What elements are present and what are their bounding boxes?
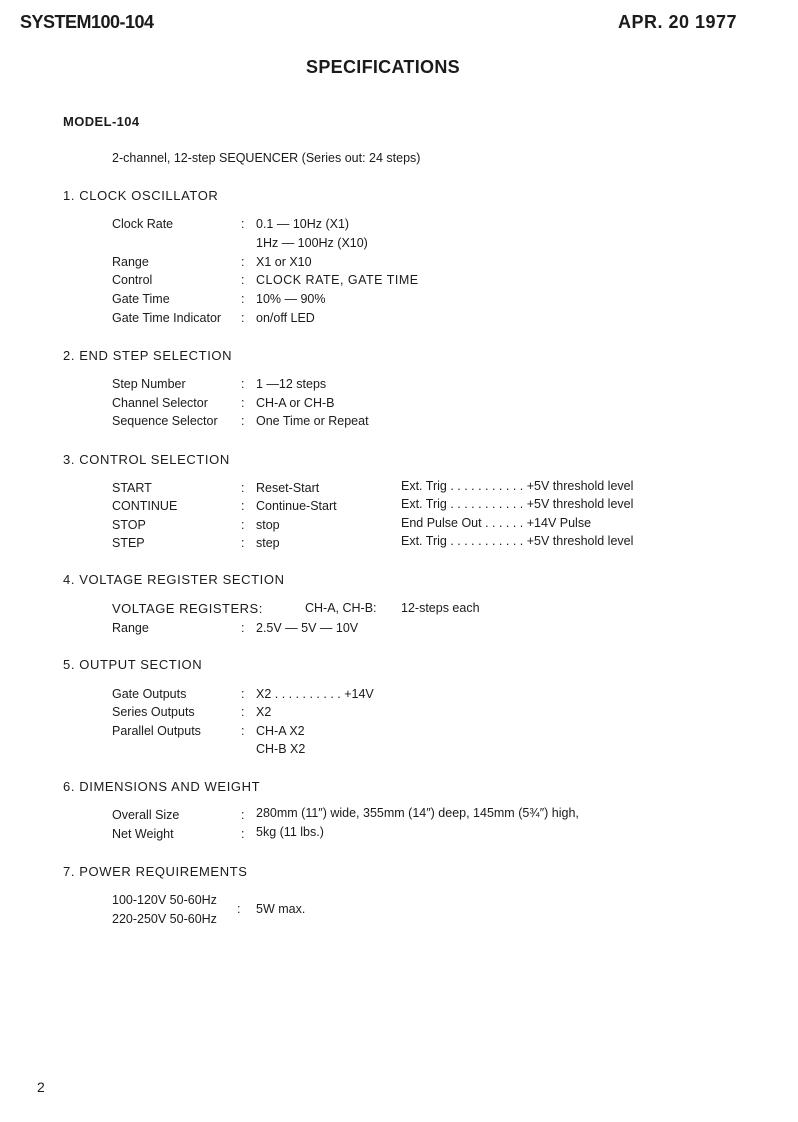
spec-colon: : bbox=[241, 481, 245, 495]
spec-extra: Ext. Trig . . . . . . . . . . . +5V threshold level bbox=[401, 479, 634, 493]
power-voltage-range: 100-120V 50-60Hz bbox=[112, 893, 217, 907]
spec-value: 280mm (11″) wide, 355mm (14″) deep, 145mm (5¾″) high, bbox=[256, 806, 579, 820]
model-heading: MODEL-104 bbox=[63, 114, 140, 129]
spec-value: 1Hz — 100Hz (X10) bbox=[256, 236, 368, 250]
spec-extra: End Pulse Out . . . . . . +14V Pulse bbox=[401, 516, 592, 530]
section-heading-voltage-register: 4. VOLTAGE REGISTER SECTION bbox=[63, 572, 285, 587]
spec-colon: : bbox=[241, 255, 245, 269]
spec-colon: : bbox=[241, 273, 245, 287]
spec-label: Net Weight bbox=[112, 827, 174, 841]
spec-label: Range bbox=[112, 255, 149, 269]
spec-label: Control bbox=[112, 273, 153, 287]
spec-label: START bbox=[112, 481, 152, 495]
section-heading-dimensions-weight: 6. DIMENSIONS AND WEIGHT bbox=[63, 779, 261, 794]
spec-label: Clock Rate bbox=[112, 217, 174, 231]
spec-value: CH-B X2 bbox=[256, 742, 306, 756]
spec-colon: : bbox=[241, 518, 245, 532]
spec-colon: : bbox=[241, 536, 245, 550]
section-heading-output: 5. OUTPUT SECTION bbox=[63, 657, 203, 672]
spec-label: Step Number bbox=[112, 377, 186, 391]
spec-value: 10% — 90% bbox=[256, 292, 326, 306]
page-number: 2 bbox=[37, 1079, 45, 1095]
spec-colon: : bbox=[241, 621, 245, 635]
spec-value: X2 . . . . . . . . . . +14V bbox=[256, 687, 374, 701]
voltage-registers-label: VOLTAGE REGISTERS: bbox=[112, 601, 263, 616]
voltage-registers-steps: 12-steps each bbox=[401, 601, 480, 615]
spec-value: 5kg (11 lbs.) bbox=[256, 825, 324, 839]
spec-value: CH-A or CH-B bbox=[256, 396, 335, 410]
spec-value: Continue-Start bbox=[256, 499, 337, 513]
spec-extra: Ext. Trig . . . . . . . . . . . +5V threshold level bbox=[401, 497, 634, 511]
spec-label: Range bbox=[112, 621, 149, 635]
spec-colon: : bbox=[241, 396, 245, 410]
spec-colon: : bbox=[237, 902, 241, 916]
spec-value: stop bbox=[256, 518, 280, 532]
spec-colon: : bbox=[241, 217, 245, 231]
spec-colon: : bbox=[241, 377, 245, 391]
document-date: APR. 20 1977 bbox=[618, 12, 738, 32]
spec-label: STEP bbox=[112, 536, 145, 550]
spec-label: Gate Outputs bbox=[112, 687, 187, 701]
spec-colon: : bbox=[241, 499, 245, 513]
spec-colon: : bbox=[241, 687, 245, 701]
section-heading-end-step-selection: 2. END STEP SELECTION bbox=[63, 348, 233, 363]
spec-value: 0.1 — 10Hz (X1) bbox=[256, 217, 350, 231]
section-heading-power-requirements: 7. POWER REQUIREMENTS bbox=[63, 864, 248, 879]
voltage-registers-channels: CH-A, CH-B: bbox=[305, 601, 377, 615]
spec-label: Gate Time bbox=[112, 292, 170, 306]
spec-colon: : bbox=[241, 414, 245, 428]
spec-label: Series Outputs bbox=[112, 705, 195, 719]
spec-label: CONTINUE bbox=[112, 499, 178, 513]
spec-colon: : bbox=[241, 724, 245, 738]
spec-value: CH-A X2 bbox=[256, 724, 305, 738]
spec-colon: : bbox=[241, 311, 245, 325]
spec-value: X2 bbox=[256, 705, 272, 719]
spec-label: Overall Size bbox=[112, 808, 180, 822]
spec-value: CLOCK RATE, GATE TIME bbox=[256, 273, 419, 287]
spec-colon: : bbox=[241, 292, 245, 306]
spec-value: X1 or X10 bbox=[256, 255, 312, 269]
spec-label: Channel Selector bbox=[112, 396, 208, 410]
spec-label: STOP bbox=[112, 518, 146, 532]
spec-label: Parallel Outputs bbox=[112, 724, 201, 738]
spec-colon: : bbox=[241, 705, 245, 719]
spec-value: 2.5V — 5V — 10V bbox=[256, 621, 359, 635]
power-voltage-range: 220-250V 50-60Hz bbox=[112, 912, 217, 926]
spec-value: step bbox=[256, 536, 280, 550]
model-description: 2-channel, 12-step SEQUENCER (Series out: 24 steps) bbox=[112, 151, 421, 165]
spec-value: on/off LED bbox=[256, 311, 315, 325]
spec-extra: Ext. Trig . . . . . . . . . . . +5V threshold level bbox=[401, 534, 634, 548]
spec-label: Sequence Selector bbox=[112, 414, 218, 428]
spec-value: One Time or Repeat bbox=[256, 414, 369, 428]
spec-value: Reset-Start bbox=[256, 481, 320, 495]
page-title: SPECIFICATIONS bbox=[306, 57, 460, 77]
spec-label: Gate Time Indicator bbox=[112, 311, 222, 325]
document-code: SYSTEM100-104 bbox=[20, 12, 154, 32]
spec-colon: : bbox=[241, 827, 245, 841]
section-heading-control-selection: 3. CONTROL SELECTION bbox=[63, 452, 230, 467]
spec-colon: : bbox=[241, 808, 245, 822]
power-consumption: 5W max. bbox=[256, 902, 306, 916]
spec-value: 1 —12 steps bbox=[256, 377, 327, 391]
section-heading-clock-oscillator: 1. CLOCK OSCILLATOR bbox=[63, 188, 219, 203]
